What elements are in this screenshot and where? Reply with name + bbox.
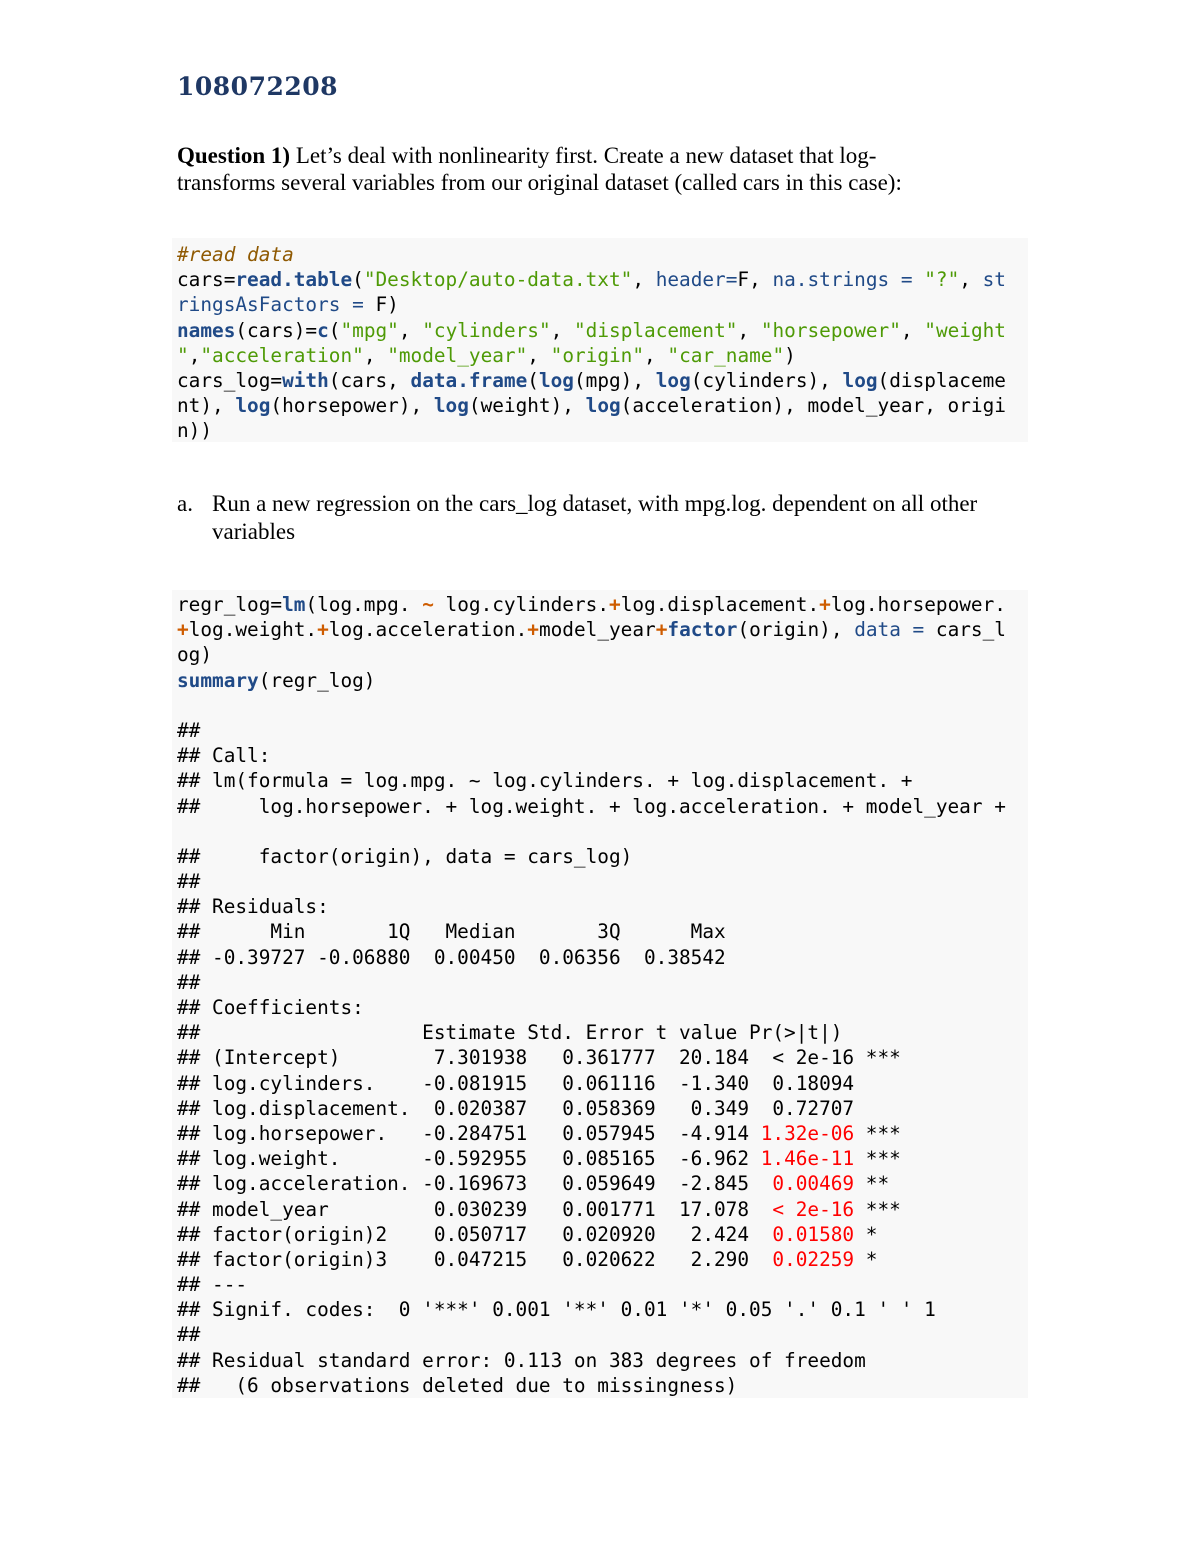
output-line: ## Call: (177, 744, 271, 768)
output-line: ## log.weight. -0.592955 0.085165 -6.962 1.46e-11 *** (177, 1147, 901, 1171)
code-line: cars=read.table("Desktop/auto-data.txt", header=F, na.strings = "?", st (177, 268, 1006, 292)
output-line: ## log.displacement. 0.020387 0.058369 0.349 0.72707 (177, 1096, 855, 1120)
output-line: ## Signif. codes: 0 '***' 0.001 '**' 0.01 '*' 0.05 '.' 0.1 ' ' 1 (177, 1298, 936, 1322)
output-line: ## log.horsepower. + log.weight. + log.acceleration. + model_year + (177, 794, 1006, 818)
sub-question-text: Run a new regression on the cars_log dataset, with mpg.log. dependent on all other variables (212, 491, 978, 544)
output-line: ## factor(origin), data = cars_log) (177, 844, 633, 868)
output-line: ## --- (177, 1273, 248, 1297)
output-line: ## Residual standard error: 0.113 on 383 degrees of freedom (177, 1348, 866, 1372)
question-label: Question 1) (177, 143, 291, 168)
output-line: ## factor(origin)3 0.047215 0.020622 2.290 0.02259 * (177, 1247, 878, 1271)
output-line: ## factor(origin)2 0.050717 0.020920 2.424 0.01580 * (177, 1222, 878, 1246)
output-line: ## -0.39727 -0.06880 0.00450 0.06356 0.38542 (177, 945, 726, 969)
highlighted-p-value: 0.02259 (772, 1247, 855, 1271)
question-text-line1: Let’s deal with nonlinearity first. Create a new dataset that log- (290, 143, 877, 168)
output-line: ## Coefficients: (177, 996, 364, 1019)
highlighted-p-value: 0.01580 (772, 1222, 855, 1246)
code-comment: #read data (177, 243, 294, 266)
code-line: regr_log=lm(log.mpg. ~ log.cylinders.+log.displacement.+log.horsepower. (177, 593, 1006, 616)
code-block-read-data (172, 238, 1028, 442)
output-line: ## (177, 718, 201, 742)
code-line: ","acceleration", "model_year", "origin", "car_name") (177, 343, 796, 367)
output-line: ## Min 1Q Median 3Q Max (177, 920, 726, 944)
question-text-line2: transforms several variables from our original dataset (called cars in this case): (177, 170, 902, 195)
code-line-blank (177, 819, 1028, 844)
code-line: names(cars)=c("mpg", "cylinders", "displacement", "horsepower", "weight (177, 318, 1006, 342)
question-1 (177, 142, 1017, 196)
output-line: ## (177, 1323, 201, 1347)
output-line: ## (Intercept) 7.301938 0.361777 20.184 < 2e-16 *** (177, 1046, 901, 1070)
output-line: ## (177, 970, 201, 994)
student-id: 108072208 (177, 72, 339, 101)
output-line: ## model_year 0.030239 0.001771 17.078 < 2e-16 *** (177, 1197, 901, 1221)
output-line: ## (177, 870, 201, 894)
code-line: ringsAsFactors = F) (177, 293, 399, 317)
output-line: ## Estimate Std. Error t value Pr(>|t|) (177, 1021, 843, 1045)
code-line: summary(regr_log) (177, 668, 376, 692)
code-line-blank (177, 693, 1028, 718)
code-line: cars_log=with(cars, data.frame(log(mpg), log(cylinders), log(displaceme (177, 368, 1006, 392)
code-line: nt), log(horsepower), log(weight), log(acceleration), model_year, origi (177, 394, 1006, 418)
highlighted-p-value: 0.00469 (772, 1172, 855, 1196)
code-line (177, 242, 1028, 267)
sub-question-a (177, 490, 1017, 546)
code-line: og) (177, 643, 213, 667)
output-line: ## log.acceleration. -0.169673 0.059649 -2.845 0.00469 ** (177, 1172, 890, 1196)
code-block-regression (172, 590, 1028, 1398)
code-line: n)) (177, 419, 213, 443)
highlighted-p-value: 1.46e-11 (760, 1147, 855, 1171)
output-line: ## (6 observations deleted due to missingness) (177, 1373, 738, 1397)
list-marker: a. (177, 491, 193, 516)
output-line: ## Residuals: (177, 895, 329, 919)
output-line: ## lm(formula = log.mpg. ~ log.cylinders. + log.displacement. + (177, 769, 913, 793)
highlighted-p-value: < 2e-16 (772, 1197, 855, 1221)
output-line: ## log.cylinders. -0.081915 0.061116 -1.340 0.18094 (177, 1071, 855, 1095)
code-line: +log.weight.+log.acceleration.+model_year+factor(origin), data = cars_l (177, 618, 1006, 642)
output-line: ## log.horsepower. -0.284751 0.057945 -4.914 1.32e-06 *** (177, 1121, 901, 1145)
highlighted-p-value: 1.32e-06 (760, 1121, 855, 1145)
